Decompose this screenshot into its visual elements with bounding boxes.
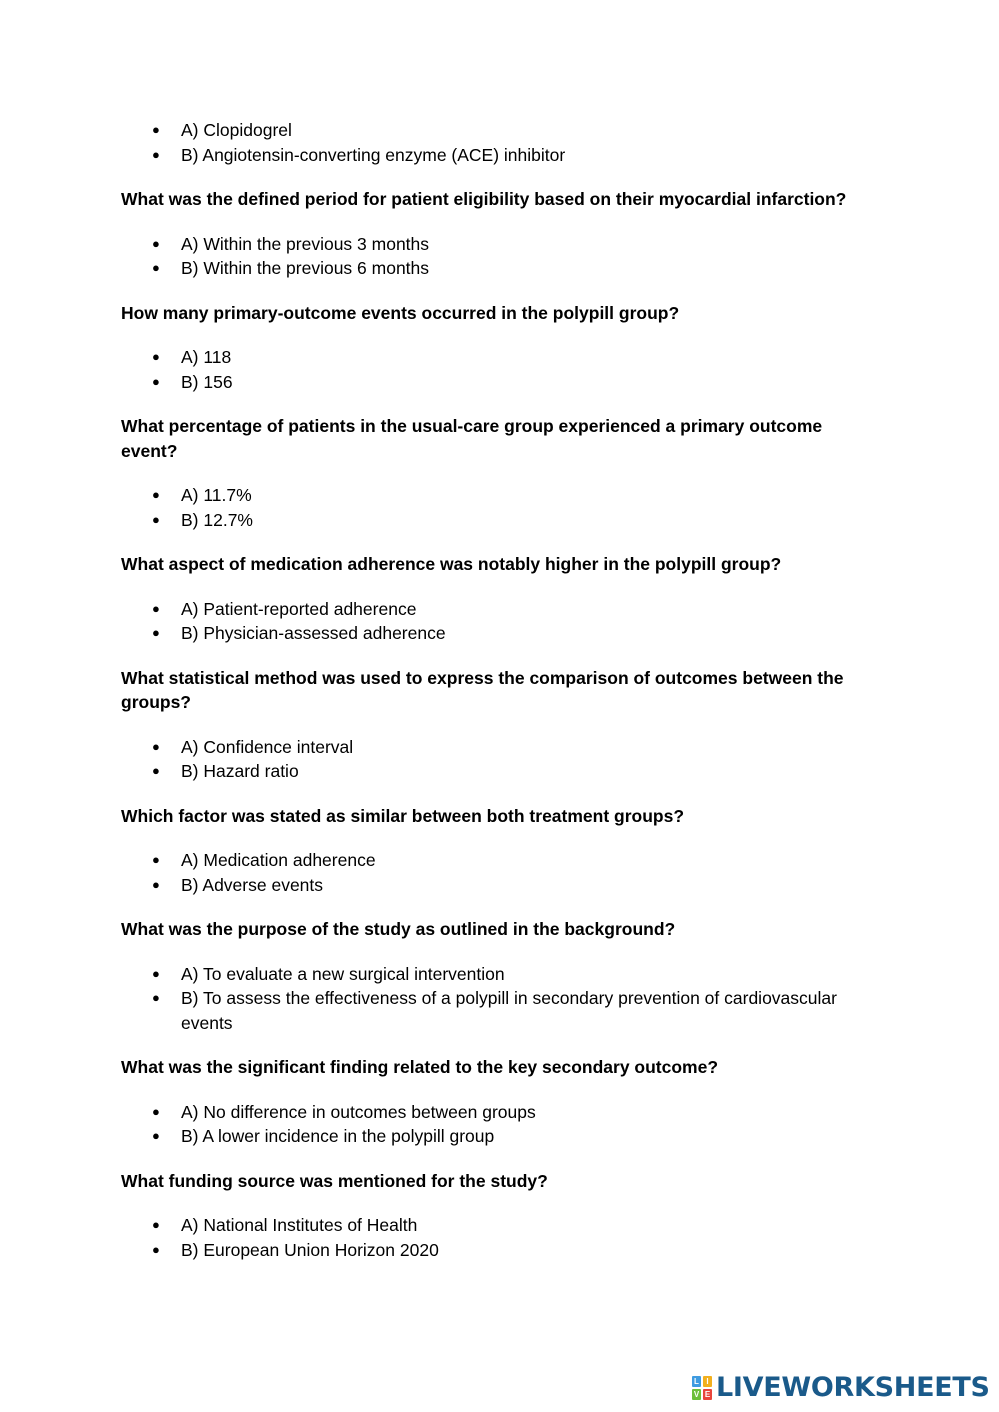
bullet-icon: ● [152,122,160,137]
option-item [121,597,881,622]
option-label: B) A lower incidence in the polypill group [181,1126,495,1146]
question-block-3 [121,414,881,532]
question-text: What aspect of medication adherence was notably higher in the polypill group? [121,554,782,574]
options-list [121,735,881,784]
option-label: A) Confidence interval [181,736,354,757]
question-text: What funding source was mentioned for the study? [121,1170,548,1191]
options-list [121,1100,881,1149]
bullet-icon: ● [152,1128,160,1143]
question-text: What statistical method was used to express the comparison of outcomes between the groups? [121,667,844,712]
bullet-icon: ● [152,487,160,502]
option-label: B) European Union Horizon 2020 [181,1239,439,1260]
option-item [121,873,881,898]
option-item [121,1124,881,1149]
option-label: A) 11.7% [181,485,252,505]
bullet-icon: ● [152,511,160,527]
logo-mark-tile: E [704,1390,711,1399]
question-block-6 [121,804,881,898]
leading-options-block [121,118,881,167]
options-list [121,345,881,394]
option-item [121,143,881,168]
bullet-icon: ● [152,349,160,364]
option-label: A) Clopidogrel [181,120,292,140]
bullet-icon: ● [152,965,160,981]
option-label: B) Adverse events [181,874,324,895]
options-list [121,1213,881,1262]
logo-text: LIVEWORKSHEETS [716,1372,990,1403]
question-text: Which factor was stated as similar between both treatment groups? [121,805,685,826]
bullet-icon: ● [152,625,160,640]
bullet-icon: ● [152,738,160,754]
option-item [121,621,881,646]
options-list [121,597,881,646]
option-label: A) National Institutes of Health [181,1215,418,1235]
bullet-icon: ● [152,600,160,616]
option-label: B) Hazard ratio [181,761,299,781]
bullet-icon: ● [152,852,160,867]
bullet-icon: ● [152,763,160,778]
option-item [121,848,881,873]
option-item [121,345,881,370]
question-block-8 [121,1055,881,1149]
option-item [121,735,881,760]
option-label: A) Within the previous 3 months [181,233,430,254]
option-item [121,1213,881,1238]
options-list [121,232,881,281]
option-item [121,1238,881,1263]
option-label: A) No difference in outcomes between groups [181,1101,536,1122]
options-list [121,848,881,897]
option-label: B) 12.7% [181,509,253,530]
option-item [121,759,881,784]
options-list [121,962,881,1036]
bullet-icon: ● [152,876,160,892]
bullet-icon: ● [152,146,160,162]
bullet-icon: ● [152,373,160,389]
option-label: A) Medication adherence [181,850,376,870]
option-label: B) Physician-assessed adherence [181,623,446,643]
logo-mark-icon [692,1376,712,1400]
leading-options-list [121,118,881,167]
option-item [121,370,881,395]
question-block-9 [121,1169,881,1263]
option-label: B) Within the previous 6 months [181,258,430,278]
option-item [121,118,881,143]
option-label: B) To assess the effectiveness of a polypill in secondary prevention of cardiovascular events [181,988,837,1033]
logo-mark-tile: L [692,1376,701,1387]
option-label: A) 118 [181,347,232,367]
question-text: What was the significant finding related to the key secondary outcome? [121,1057,719,1077]
question-text: How many primary-outcome events occurred in the polypill group? [121,302,680,323]
option-item [121,508,881,533]
option-label: B) 156 [181,371,233,392]
option-item [121,1100,881,1125]
bullet-icon: ● [152,1103,160,1119]
bullet-icon: ● [152,1217,160,1232]
question-text: What percentage of patients in the usual-care group experienced a primary outcome event? [121,416,823,461]
option-item [121,962,881,987]
option-item [121,483,881,508]
option-item [121,986,881,1035]
option-label: A) To evaluate a new surgical intervention [181,963,505,984]
question-text: What was the defined period for patient eligibility based on their myocardial infarction? [121,189,847,209]
options-list [121,483,881,532]
question-text: What was the purpose of the study as outlined in the background? [121,919,676,939]
option-label: B) Angiotensin-converting enzyme (ACE) inhibitor [181,144,566,165]
question-block-4 [121,552,881,646]
question-block-1 [121,187,881,281]
question-block-5 [121,666,881,784]
logo-mark-tile: V [693,1390,700,1399]
option-item [121,256,881,281]
worksheet-page [121,118,881,1262]
liveworksheets-logo[interactable] [692,1374,990,1402]
option-label: A) Patient-reported adherence [181,598,417,619]
bullet-icon: ● [152,1241,160,1257]
bullet-icon: ● [152,990,160,1005]
question-block-2 [121,301,881,395]
bullet-icon: ● [152,235,160,251]
logo-mark-tile: I [703,1376,712,1387]
option-item [121,232,881,257]
question-block-7 [121,917,881,1035]
bullet-icon: ● [152,260,160,275]
